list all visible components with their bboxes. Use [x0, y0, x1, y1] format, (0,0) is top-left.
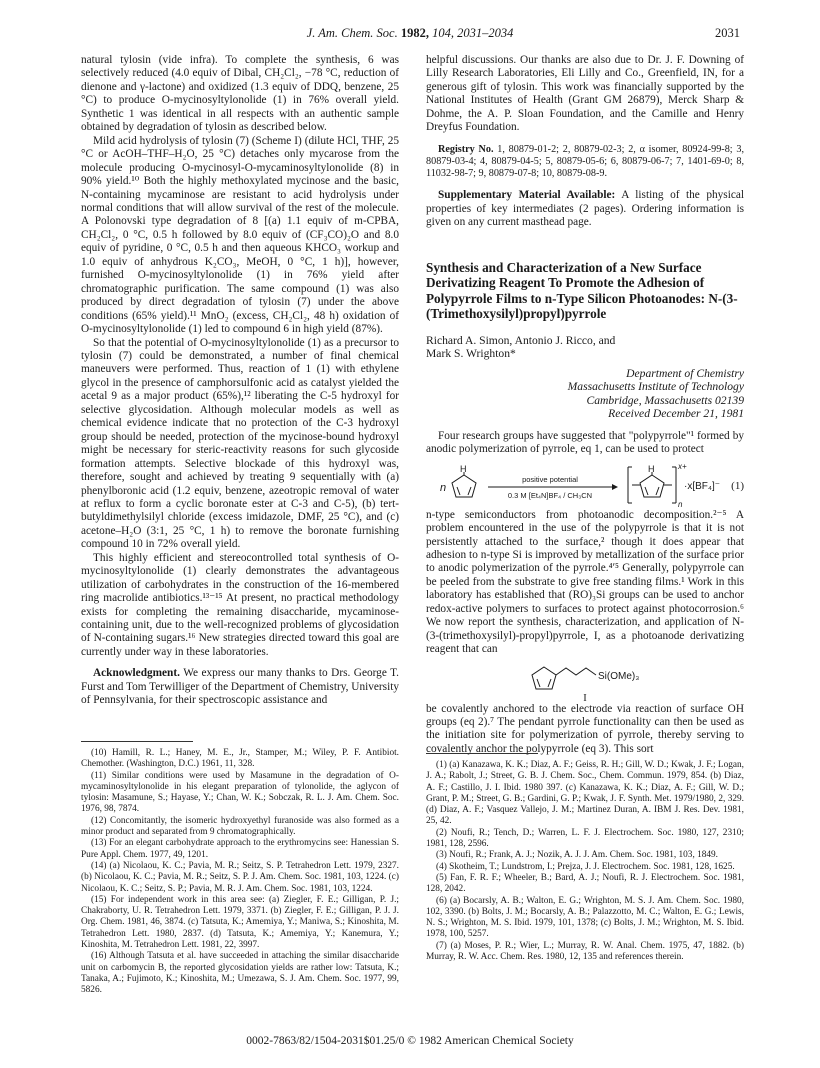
left-footnote-rule	[81, 741, 193, 742]
polymer-subscript: n	[678, 499, 683, 509]
counter-ion: ·x[BF₄]⁻	[684, 480, 721, 492]
polymer-charge: x+	[678, 461, 687, 471]
authors	[426, 334, 744, 361]
authors-line-2: Mark S. Wrighton*	[426, 347, 516, 361]
supplementary-body: A listing of the physical properties of key intermediates (2 pages). Ordering information is given on any current masthead page.	[426, 189, 745, 229]
reaction-arrowhead	[612, 484, 618, 490]
pyrrole-double-bond	[537, 679, 540, 687]
affiliation-line-3: Cambridge, Massachusetts 02139	[586, 393, 744, 407]
compound-roman-numeral: I	[583, 692, 587, 703]
running-header	[80, 26, 740, 42]
reference-item: (16) Although Tatsuta et al. have succeeded in attaching the similar disaccharide unit on carbomycin B, the reported glycosidation yields are rather low: Tatsuta, K.; Tanaka, A.; Fujimoto, K.; Kinoshita, M.; Umezawa, S. J. Am. Chem. Soc. 1977, 99, 5826.	[81, 951, 399, 996]
acknowledgment-body: We express our many thanks to Drs. George T. Furst and Tom Terwilliger of the Department of Chemistry, University of Pennsylvania, for their spectroscopic assistance and	[81, 667, 399, 707]
left-paragraph-2: Mild acid hydrolysis of tylosin (7) (Scheme I) (dilute HCl, THF, 25 °C or AcOH–THF–H₂O, 25 °C) detaches only mycarose from the molecule producing O-mycinosyl-O-mycaminosyltylonolide (8) in 90% yield.¹⁰ Both the highly methoxylated mycinose and the basic, N-containing mycaminose are resistant to acid hydrolysis under normal conditions that will allow survival of the rest of the molecule. A Polonovski type degradation of 8 [(a) 1.1 equiv of m-CPBA, CH₂Cl₂, 0 °C, 0.5 h followed by 8.0 equiv of (CF₃CO)₂O and 8.0 equiv of pyridine, 0 °C, 0.5 h and then aqueous KHCO₃ workup and 1.0 equiv of anhydrous K₂CO₃, MeOH, 0 °C, 1 h)], however, furnished O-mycinosyltylonolide (1) in 76% yield after chromatographic purification. The same compound (1) was also produced by direct degradation of tylosin (7) under the above conditions (65% yield).¹¹ MnO₂ (excess, CH₂Cl₂, 48 h) oxidation of O-mycinosyltylonolide (1) led to compound 6 in high yield (87%).	[81, 134, 399, 336]
right-paragraph-3: n-type semiconductors from photoanodic decomposition.²⁻⁵ A problem encountered in the use of the polypyrrole is that it is not persistently attached to the surface,² though it does appear that adhesion to n-type Si is improved by metallization of the surface prior to anodic polymerization of the pyrrole.⁴ʹ⁵ Generally, polypyrrole can be peeled from the substrate to give free standing films.¹ Work in this laboratory has established that (RO)₃Si groups can be used to anchor redox-active polymers to surfaces to protect against photocorrosion.⁶ We now report the synthesis, characterization, and application of N-(3-(trimethoxysilyl)-propyl)pyrrole, I, as a photoanode derivatizing reagent that can	[426, 508, 744, 656]
reference-item: (2) Noufi, R.; Tench, D.; Warren, L. F. J. Electrochem. Soc. 1980, 127, 2310; 1981, 128, 2596.	[426, 827, 744, 850]
right-paragraph-2: Four research groups have suggested that "polypyrrole"¹ formed by anodic polymerization of pyrrole, eq 1, can be used to protect	[426, 429, 744, 456]
propyl-chain	[556, 668, 596, 675]
registry-numbers	[426, 144, 744, 181]
affiliation-line-2: Massachusetts Institute of Technology	[567, 380, 744, 394]
trimethoxysilyl-label: Si(OMe)₃	[598, 670, 640, 682]
reference-item: (6) (a) Bocarsly, A. B.; Walton, E. G.; Wrighton, M. S. J. Am. Chem. Soc. 1980, 102, 3390. (b) Bolts, J. M.; Bocarsly, A. B.; Palazzotto, M. C.; Walton, E. G.; Lewis, N. S.; Wrighton, M. S. Ibid. 1979, 101, 1378; (c) Bolts, J. M.; Wrighton, M. S. Ibid. 1978, 100, 5257.	[426, 895, 744, 940]
right-paragraph-4: be covalently anchored to the electrode via reaction of surface OH groups (eq 2).⁷ The pendant pyrrole functionality can then be used as the initiation site for polymerization of pyrrole, thereby serving to covalently anchor the polypyrrole (eq 3). This sort	[426, 702, 744, 755]
supplementary-heading: Supplementary Material Available:	[438, 189, 616, 202]
affiliation-line-1: Department of Chemistry	[626, 366, 744, 380]
reference-item: (11) Similar conditions were used by Masamune in the degradation of O-mycaminosyltylonolide in his elegant preparation of tylonolide, the aglycon of tylosin: Masamune, S.; Hayase, Y.; Chan, W. K.; Sobczak, R. L. J. Am. Chem. Soc. 1976, 98, 7874.	[81, 770, 399, 815]
affiliation	[426, 367, 744, 421]
registry-body: 1, 80879-01-2; 2, 80879-02-3; 2, α isomer, 80924-99-8; 3, 80879-03-4; 4, 80879-04-5; 5, 80879-05-6; 6, 80879-06-7; 7, 1401-69-0; 8, 11032-98-7; 9, 80879-07-8; 10, 80879-08-9.	[426, 143, 744, 180]
acknowledgment	[81, 667, 399, 707]
eq1-coefficient: n	[440, 481, 447, 494]
left-paragraph-3: So that the potential of O-mycinosyltylonolide (1) as a precursor to tylosin (7) could be demonstrated, a number of final chemical maneuvers were performed. Thus, reaction of 1 (1) with ethylene glycol in the presence of camphorsulfonic acid as catalyst yielded the acetal 9 as a major product (65%),¹² liberating the C-5 hydroxyl for selective glycosidation. Although molecular models as well as chemical evidence indicate that no protection of the C-3 hydroxyl group should be needed, protection of the mycinose-bound hydroxyl might be necessary for steric-reactivity reasons for such glycoside formation attempts. Selective blockade of this hydroxyl was, therefore, sought and achieved by treating 9 sequentially with (a) phenylboronic acid (1.2 equiv, benzene, azeotropic removal of water at reflux to form a cyclic boronate ester at C-3 and C-5), (b) tert-butyldimethylsilyl chloride (excess imidazole, DMF, 25 °C), and (c) acetone–H₂O (3:1, 25 °C, 1 h) to remove the boronate furnishing compound 10 in 72% overall yield.	[81, 336, 399, 551]
left-paragraph-4: This highly efficient and stereocontrolled total synthesis of O-mycinosyltylonolide (1) clearly demonstrates the advantageous utilization of carbohydrates in the construction of the 16-membered ring macrolide antibiotics.¹³⁻¹⁵ At present, no practical methodology exists for completing the remaining disaccharide, mycaminose-containing unit, due to the well-recognized problems of glycosidation of N-containing sugars.¹⁶ New strategies directed toward this goal are currently under way in these laboratories.	[81, 551, 399, 658]
acknowledgment-heading: Acknowledgment.	[93, 667, 180, 680]
article-title: Synthesis and Characterization of a New Surface Derivatizing Reagent To Promote the Adhesion of Polypyrrole Films to n-Type Silicon Photoanodes: N-(3-(Trimethoxysilyl)propyl)pyrrole	[426, 259, 738, 322]
eq1-condition-bottom: 0.3 M [Et₄N]BF₄ / CH₃CN	[507, 490, 593, 500]
right-footnote-rule	[426, 753, 538, 754]
journal-name: J. Am. Chem. Soc.	[306, 26, 398, 40]
reference-item: (12) Concomitantly, the isomeric hydroxyethyl furanoside was also formed as a minor product and separated from 9 chromatographically.	[81, 815, 399, 838]
reference-item: (14) (a) Nicolaou, K. C.; Pavia, M. R.; Seitz, S. P. Tetrahedron Lett. 1979, 2327. (b) Nicolaou, K. C.; Pavia, M. R.; Seitz, S. P. J. Am. Chem. Soc. 1981, 103, 1224. (c) Nicolaou, K. C.; Seitz, S. P.; Pavia, M. R. J. Am. Chem. Soc. 1981, 103, 1224.	[81, 860, 399, 894]
supplementary-material	[426, 189, 744, 229]
pyrrole-double-bond	[548, 679, 551, 687]
reference-item: (3) Noufi, R.; Frank, A. J.; Nozik, A. J. J. Am. Chem. Soc. 1981, 103, 1849.	[436, 850, 719, 861]
right-references	[426, 760, 744, 963]
pyrrole-double-bond	[457, 487, 460, 495]
right-column	[426, 54, 744, 756]
equation-number: (1)	[731, 479, 744, 492]
page-footer: 0002-7863/82/1504-2031$01.25/0 © 1982 American Chemical Society	[246, 1035, 574, 1047]
reference-item: (5) Fan, F. R. F.; Wheeler, B.; Bard, A. J.; Noufi, R. J. Electrochem. Soc. 1981, 128, 2042.	[426, 872, 744, 895]
polypyrrole-nh-label: H	[648, 463, 655, 474]
pyrrole-ring-icon	[532, 667, 556, 689]
reference-item: (15) For independent work in this area see: (a) Ziegler, F. E.; Gilligan, P. J.; Chakraborty, U. R. Tetrahedron Lett. 1979, 3371. (b) Ziegler, F. E.; Gilligan, P. J. J. Org. Chem. 1981, 46, 3874. (c) Tatsuta, K.; Amemiya, Y.; Maniwa, S.; Kinoshita, M. Tetrahedron Lett. 1980, 2837. (d) Tatsuta, K.; Amemiya, Y.; Kanemura, Y.; Kinoshita, M. Tetrahedron Lett. 1981, 22, 3997.	[81, 894, 399, 951]
left-references	[81, 748, 399, 997]
eq1-condition-top: positive potential	[522, 474, 578, 484]
reference-item: (10) Hamill, R. L.; Haney, M. E., Jr., Stamper, M.; Wiley, P. F. Antibiot. Chemother. (Washington, D.C.) 1961, 11, 328.	[81, 748, 399, 770]
reference-item: (4) Skotheim, T.; Lundstrom, I.; Prejza, J. J. Electrochem. Soc. 1981, 128, 1625.	[436, 861, 735, 872]
polypyrrole-double-bond	[656, 487, 659, 495]
reference-item: (13) For an elegant carbohydrate approach to the erythromycins see: Hanessian S. Pure Appl. Chem. 1977, 49, 1201.	[81, 838, 399, 860]
journal-year: 1982,	[400, 26, 429, 40]
polypyrrole-ring-icon	[640, 475, 664, 497]
left-paragraph-1: natural tylosin (vide infra). To complete the synthesis, 6 was selectively reduced (4.0 equiv of Dibal, CH₂Cl₂, −78 °C, reduction of dienone and γ-lactone) and oxidized (1.3 equiv of DDQ, benzene, 25 °C) to produce O-mycinosyltylonolide (1) in 76% overall yield. Synthetic 1 was identical in all respects with an authentic sample obtained by degradation of tylosin as described below.	[81, 54, 399, 134]
polypyrrole-double-bond	[645, 487, 648, 495]
page-number: 2031	[715, 26, 740, 40]
pyrrole-nh-label: H	[460, 463, 467, 474]
reference-item: (7) (a) Moses, P. R.; Wier, L.; Murray, R. W. Anal. Chem. 1975, 47, 1882. (b) Murray, R. W. Acc. Chem. Res. 1980, 12, 135 and references therein.	[426, 940, 744, 963]
left-column	[81, 54, 399, 708]
journal-volume-pages: 104, 2031–2034	[432, 26, 514, 40]
registry-heading: Registry No.	[438, 143, 494, 155]
reference-item: (1) (a) Kanazawa, K. K.; Diaz, A. F.; Geiss, R. H.; Gill, W. D.; Kwak, J. F.; Logan, J. A.; Rabolt, J.; Street, G. B. J. Chem. Soc., Chem. Commun. 1979, 854. (b) Diaz, A. F.; Castillo, J. I. Ibid. 1980 397. (c) Kanazawa, K. K.; Diaz, A. F.; Gill, W. D.; Grant, P. M.; Street, G. B.; Gardini, G. P.; Kwak, J. F. Synth. Met. 1979/1980, 2, 329. (d) Diaz, A. F.; Vasquez Vallejo, J. M.; Martinez Duran, A. IBM J. Res. Dev. 1981, 25, 42.	[426, 760, 744, 827]
authors-line-1: Richard A. Simon, Antonio J. Ricco, and	[426, 333, 616, 347]
pyrrole-ring-icon	[452, 475, 476, 497]
received-date: Received December 21, 1981	[608, 407, 744, 421]
journal-citation	[80, 26, 740, 41]
compound-I-structure	[426, 657, 744, 703]
pyrrole-double-bond	[468, 487, 471, 495]
equation-1-scheme	[426, 457, 744, 509]
right-paragraph-1: helpful discussions. Our thanks are also due to Dr. J. F. Downing of Lilly Research Laboratories, Eli Lilly and Co., Greenfield, IN, for a generous gift of tylosin. This work was financially supported by the National Institutes of Health (Grant GM 26879), Merck Sharp & Dohme, the A. P. Sloan Foundation, and the Camille and Henry Dreyfus Foundation.	[426, 54, 744, 134]
